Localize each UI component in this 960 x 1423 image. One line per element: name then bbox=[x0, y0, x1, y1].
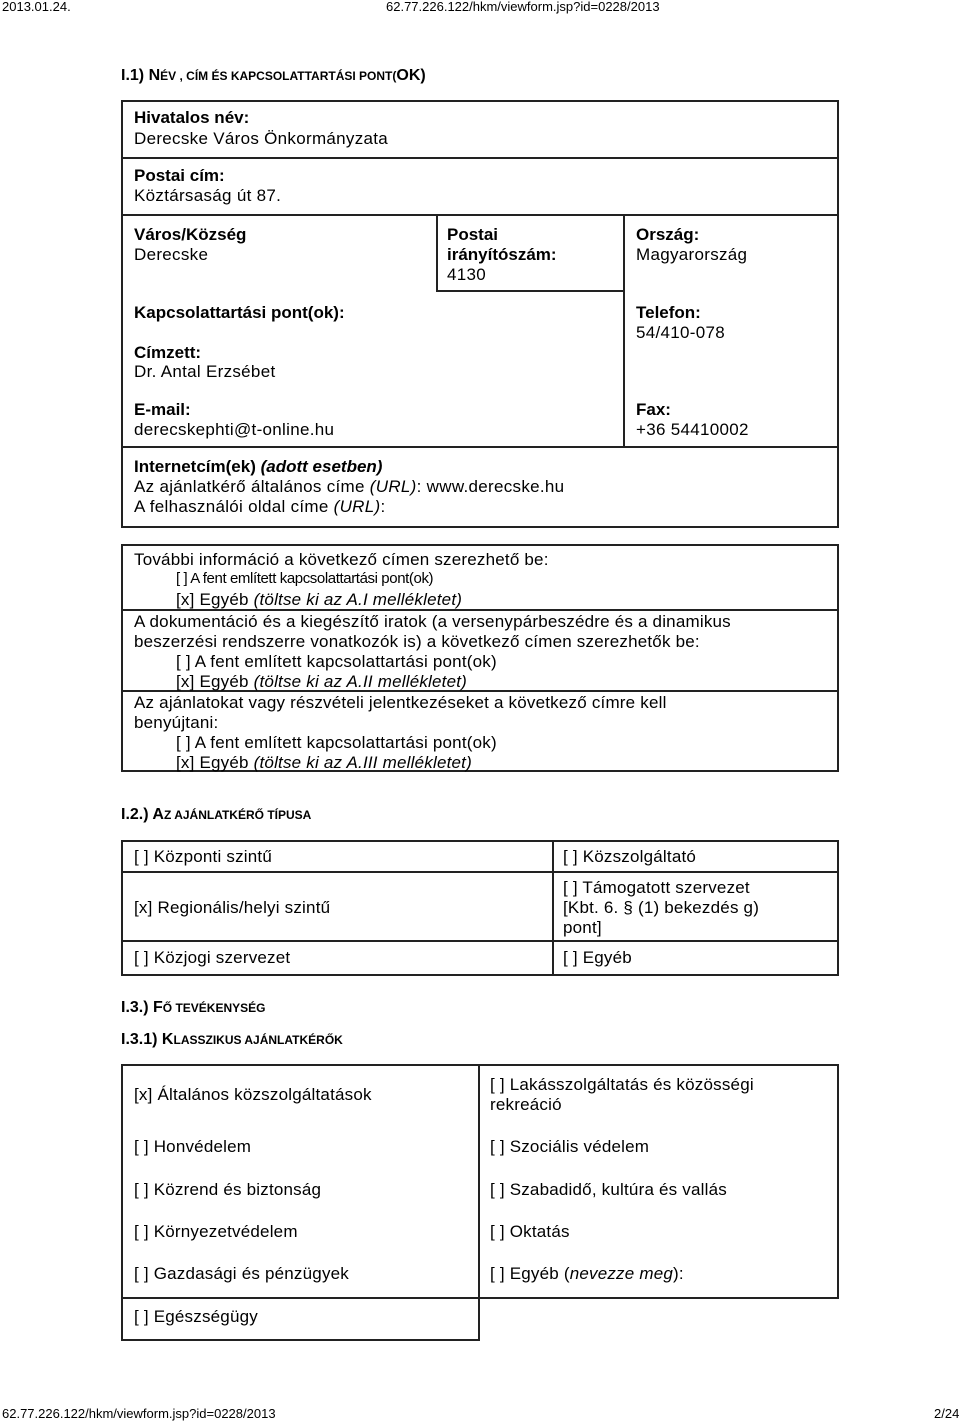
internet-label: Internetcím(ek) (adott esetben) bbox=[134, 457, 383, 476]
info-3-option-other: [x] Egyéb (töltse ki az A.III mellékletet) bbox=[176, 753, 472, 772]
info-1-option-contact: [ ] A fent említett kapcsolattartási pont(ok) bbox=[176, 570, 434, 587]
divider bbox=[436, 214, 438, 290]
type-subsidised: [ ] Támogatott szervezet [Kbt. 6. § (1) bekezdés g) pont] bbox=[563, 878, 760, 937]
country-value: Magyarország bbox=[636, 245, 748, 264]
type-regional: [x] Regionális/helyi szintű bbox=[134, 898, 331, 917]
type-public-law: [ ] Közjogi szervezet bbox=[134, 948, 291, 967]
zip-label: Postai irányítószám: bbox=[447, 225, 557, 264]
official-name-label: Hivatalos név: bbox=[134, 108, 250, 127]
divider bbox=[552, 840, 554, 976]
country-label: Ország: bbox=[636, 225, 700, 244]
divider bbox=[121, 1297, 123, 1340]
print-url: 62.77.226.122/hkm/viewform.jsp?id=0228/2013 bbox=[386, 0, 660, 14]
email-label: E-mail: bbox=[134, 400, 191, 419]
info-line-3a: Az ajánlatokat vagy részvételi jelentkezéseket a következő címre kell bbox=[134, 693, 667, 712]
city-value: Derecske bbox=[134, 245, 209, 264]
city-label: Város/Község bbox=[134, 225, 247, 244]
info-line-3b: benyújtani: bbox=[134, 713, 219, 732]
zip-value: 4130 bbox=[447, 265, 487, 284]
activity-health: [ ] Egészségügy bbox=[134, 1307, 258, 1326]
buyer-profile-url: A felhasználói oldal címe (URL): bbox=[134, 497, 386, 516]
fax-value: +36 54410002 bbox=[636, 420, 749, 439]
official-name-value: Derecske Város Önkormányzata bbox=[134, 129, 389, 148]
activity-other: [ ] Egyéb (nevezze meg): bbox=[490, 1264, 684, 1283]
info-1-option-other: [x] Egyéb (töltse ki az A.I mellékletet) bbox=[176, 590, 463, 609]
info-line-2a: A dokumentáció és a kiegészítő iratok (a versenypárbeszédre és a dinamikus bbox=[134, 612, 731, 631]
type-other: [ ] Egyéb bbox=[563, 948, 632, 967]
info-2-option-other: [x] Egyéb (töltse ki az A.II mellékletet) bbox=[176, 672, 468, 691]
divider bbox=[436, 290, 623, 292]
type-central: [ ] Központi szintű bbox=[134, 847, 272, 866]
general-url: Az ajánlatkérő általános címe (URL): www.derecske.hu bbox=[134, 477, 565, 496]
fax-label: Fax: bbox=[636, 400, 671, 419]
info-line-2b: beszerzési rendszerre vonatkozók is) a következő címen szerezhetők be: bbox=[134, 632, 700, 651]
section-title-i2: I.2.) AZ AJÁNLATKÉRŐ TÍPUSA bbox=[121, 806, 312, 823]
contact-point-label: Kapcsolattartási pont(ok): bbox=[134, 303, 345, 322]
postal-address-label: Postai cím: bbox=[134, 166, 225, 185]
phone-value: 54/410-078 bbox=[636, 323, 726, 342]
divider bbox=[121, 1339, 480, 1341]
postal-address-value: Köztársaság út 87. bbox=[134, 186, 282, 205]
divider bbox=[478, 1297, 480, 1340]
email-value: derecskephti@t-online.hu bbox=[134, 420, 335, 439]
activity-environment: [ ] Környezetvédelem bbox=[134, 1222, 298, 1241]
divider bbox=[121, 214, 839, 216]
activity-public-order: [ ] Közrend és biztonság bbox=[134, 1180, 322, 1199]
addressee-value: Dr. Antal Erzsébet bbox=[134, 362, 276, 381]
activity-housing: [ ] Lakásszolgáltatás és közösségi rekreáció bbox=[490, 1075, 754, 1114]
info-line-1: További információ a következő címen szerezhető be: bbox=[134, 550, 549, 569]
activity-social: [ ] Szociális védelem bbox=[490, 1137, 650, 1156]
page-number: 2/24 bbox=[934, 1406, 960, 1421]
activity-defence: [ ] Honvédelem bbox=[134, 1137, 252, 1156]
divider bbox=[121, 940, 839, 942]
info-2-option-contact: [ ] A fent említett kapcsolattartási pont(ok) bbox=[176, 652, 497, 671]
type-utility: [ ] Közszolgáltató bbox=[563, 847, 697, 866]
divider bbox=[121, 157, 839, 159]
activity-recreation: [ ] Szabadidő, kultúra és vallás bbox=[490, 1180, 727, 1199]
section-title-i3: I.3.) FŐ TEVÉKENYSÉG bbox=[121, 999, 266, 1016]
info-3-option-contact: [ ] A fent említett kapcsolattartási pont(ok) bbox=[176, 733, 497, 752]
activity-education: [ ] Oktatás bbox=[490, 1222, 570, 1241]
print-date: 2013.01.24. bbox=[2, 0, 71, 14]
addressee-label: Címzett: bbox=[134, 343, 202, 362]
activity-economic: [ ] Gazdasági és pénzügyek bbox=[134, 1264, 349, 1283]
divider bbox=[478, 1064, 480, 1299]
divider bbox=[121, 446, 839, 448]
divider bbox=[623, 214, 625, 446]
section-title-i31: I.3.1) KLASSZIKUS AJÁNLATKÉRŐK bbox=[121, 1031, 343, 1048]
activity-general-services: [x] Általános közszolgáltatások bbox=[134, 1085, 372, 1104]
divider bbox=[121, 871, 839, 873]
footer-url: 62.77.226.122/hkm/viewform.jsp?id=0228/2013 bbox=[2, 1406, 276, 1421]
phone-label: Telefon: bbox=[636, 303, 701, 322]
section-title-i1: I.1) NÉV , CÍM ÉS KAPCSOLATTARTÁSI PONT(OK) bbox=[121, 67, 426, 84]
